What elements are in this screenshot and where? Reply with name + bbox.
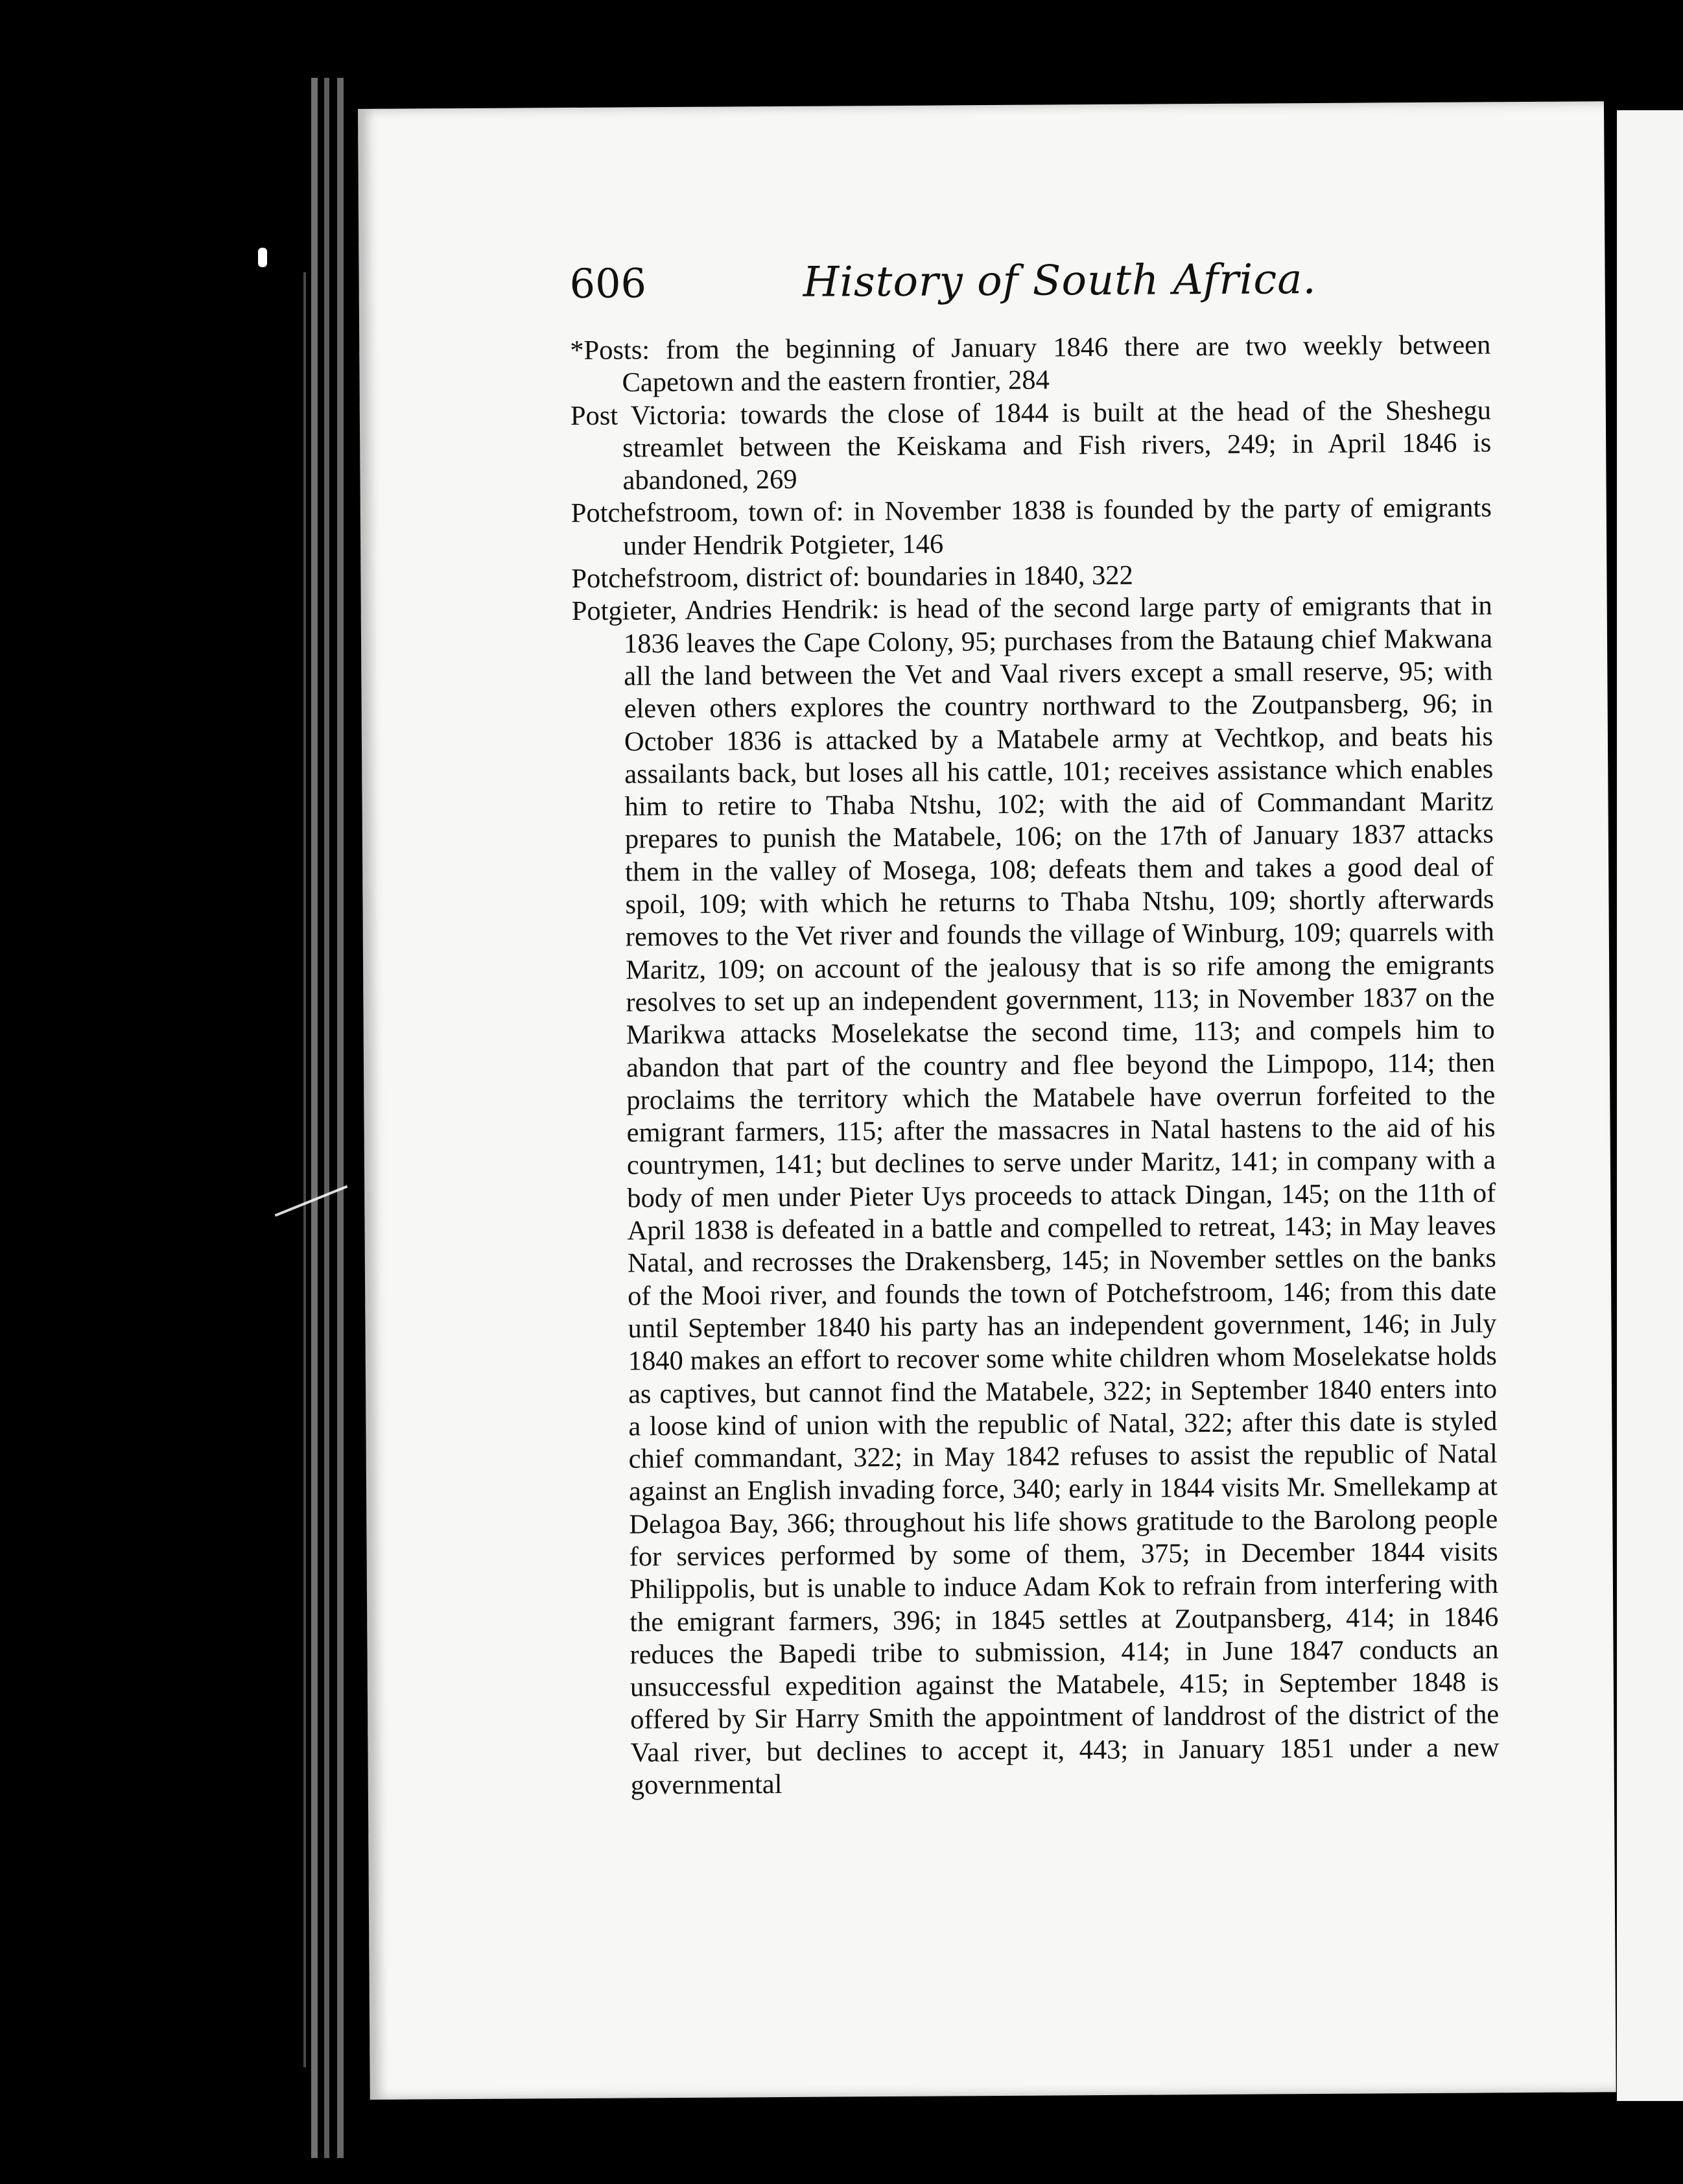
page-edge bbox=[324, 78, 329, 2158]
page-edge bbox=[303, 272, 306, 2067]
index-entry-text: : is head of the second large party of emigrants that in 1836 leaves the Cape Colony, 95; purchases from the Bataung chief Makwana all the land between the Vet and Vaal rivers except a small reserve, 95; with eleven others explores the country northward to the Zoutpansberg, 96; in October 1836 is attacked by a Matabele army at Vechtkop, and beats his assailants back, but loses all his cattle, 101; receives assistance which enables him to retire to Thaba Ntshu, 102; with the aid of Commandant Maritz prepares to punish the Matabele, 106; on the 17th of January 1837 attacks them in the valley of Mosega, 108; defeats them and takes a good deal of spoil, 109; with which he returns to Thaba Ntshu, 109; shortly afterwards removes to the Vet river and founds the village of Winburg, 109; quarrels with Maritz, 109; on account of the jealousy that is so rife among the emigrants resolves to set up an independent government, 113; in November 1837 on the Marikwa attacks Moselekatse the second time, 113; and compels him to abandon that part of the country and flee beyond the Limpopo, 114; then proclaims the territory which the Matabele have overrun forfeited to the emigrant farmers, 115; after the massacres in Natal hastens to the aid of his countrymen, 141; but declines to serve under Maritz, 141; in company with a body of men under Pieter Uys proceeds to attack Dingan, 145; on the 11th of April 1838 is defeated in a battle and compelled to retreat, 143; in May leaves Natal, and recrosses the Drakensberg, 145; in November settles on the banks of the Mooi river, and founds the town of Potchefstroom, 146; from this date until September 1840 his party has an independent government, 146; in July 1840 makes an effort to recover some white children whom Moselekatse holds as captives, but cannot find the Matabele, 322; in September 1840 enters into a loose kind of union with the republic of Natal, 322; after this date is styled chief commandant, 322; in May 1842 refuses to assist the republic of Natal against an English invading force, 340; early in 1844 visits Mr. Smellekamp at Delagoa Bay, 366; throughout his life shows gratitude to the Barolong people for services performed by some of them, 375; in December 1844 visits Philippolis, but is unable to induce Adam Kok to refrain from interfering with the emigrant farmers, 396; in 1845 settles at Zoutpansberg, 414; in 1846 reduces the Bapedi tribe to submission, 414; in June 1847 conducts an unsuccessful expedition against the Matabele, 415; in September 1848 is offered by Sir Harry Smith the appointment of landdrost of the district of the Vaal river, but declines to accept it, 443; in January 1851 under a new governmental bbox=[623, 590, 1500, 1801]
book-page bbox=[358, 101, 1616, 2100]
index-entry bbox=[570, 329, 1491, 399]
index-entry bbox=[571, 394, 1492, 498]
index-entry bbox=[572, 590, 1500, 1803]
page-number: 606 bbox=[569, 259, 647, 308]
index-entry-text: : towards the close of 1844 is built at the head of the Sheshegu streamlet between the Keiskama and Fish rivers, 249; in April 1846 is abandoned, 269 bbox=[622, 394, 1492, 496]
page-edge bbox=[337, 78, 344, 2158]
index-term: Potchefstroom, district of bbox=[571, 562, 853, 595]
index-entries bbox=[570, 329, 1500, 1802]
index-entry bbox=[571, 557, 1492, 595]
page-edge bbox=[311, 78, 318, 2158]
index-term: Potgieter, Andries Hendrik bbox=[571, 594, 872, 627]
index-term: Post Victoria bbox=[570, 399, 720, 431]
index-term: Potchefstroom, town of bbox=[571, 496, 836, 529]
index-entry bbox=[571, 492, 1492, 563]
adjacent-page-edge bbox=[1617, 110, 1683, 2101]
index-entry-text: : boundaries in 1840, 322 bbox=[852, 560, 1133, 593]
page-header bbox=[569, 254, 1581, 338]
index-term: *Posts bbox=[570, 335, 642, 366]
scan-artifact bbox=[258, 248, 267, 267]
index-entry-text: : in November 1838 is founded by the party of emigrants under Hendrik Potgieter, 146 bbox=[622, 492, 1492, 562]
running-title: History of South Africa. bbox=[803, 255, 1317, 307]
index-entry-text: : from the beginning of January 1846 there are two weekly between Capetown and the eastern frontier, 284 bbox=[622, 329, 1491, 398]
